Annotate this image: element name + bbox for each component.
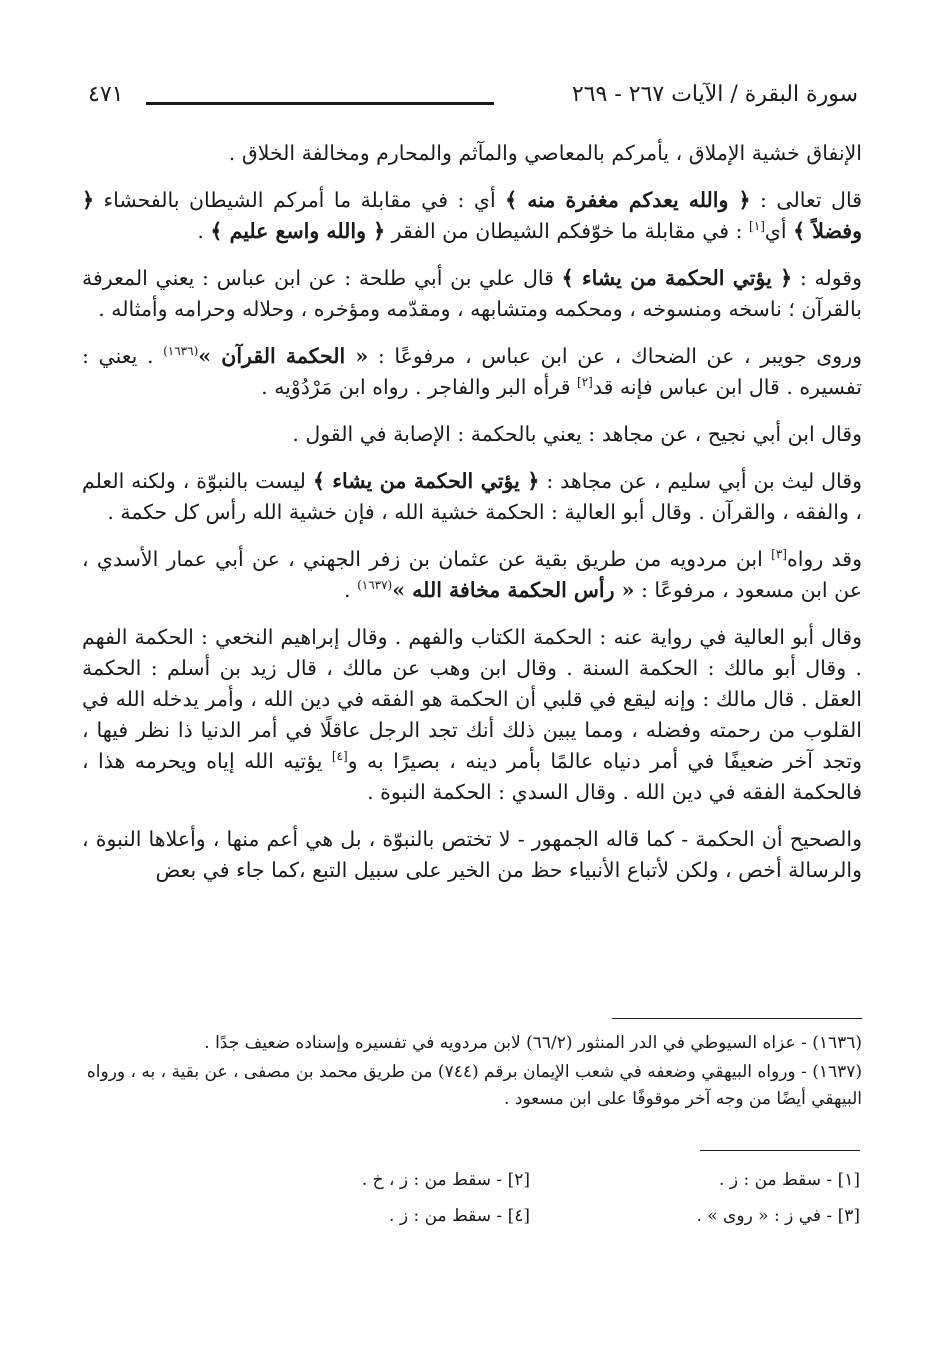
text-segment: وقال أبو العالية في رواية عنه : الحكمة الكتاب والفهم . وقال إبراهيم النخعي : الحكمة الفهم . وقال أبو مالك : الحكمة السنة . وقال ابن وهب عن مالك ، قال زيد بن أسلم : الحكمة العقل . قال مالك : وإنه ليقع في قلبي أن الحكمة هو الفقه في دين الله ، وأمر يدخله الله في القلوب من رحمته وفضله ، ومما يبين ذلك أنك تجد الرجل عاقلًا في أمر الدنيا ذا نظر فيها ، وتجد آخر ضعيفًا في أمر دنياه عالمًا بأمر دينه ، بصيرًا به و	[82, 625, 862, 773]
footnote: (١٦٣٦) - عزاه السيوطي في الدر المنثور (٦٦/٢) لابن مردويه في تفسيره وإسناده ضعيف جدًا .	[204, 1033, 862, 1053]
text-segment: أي : في مقابلة ما أمركم الشيطان بالفحشاء	[94, 188, 506, 212]
text-segment: ابن مردويه من طريق بقية عن عثمان بن زفر الجهني ، عن أبي عمار الأسدي ، عن ابن مسعود ، مرفوعًا :	[82, 547, 862, 602]
quoted-text: ﴿ وفضلاً ﴾	[82, 188, 862, 243]
text-segment: : في مقابلة ما خوّفكم الشيطان من الفقر	[385, 219, 750, 243]
text-segment: وقال ليث بن أبي سليم ، عن مجاهد :	[539, 469, 862, 493]
footnotes	[82, 1030, 862, 1115]
paragraph	[82, 622, 862, 808]
variant-note: [٢] - سقط من : ز ، خ .	[361, 1170, 530, 1190]
text-segment: قال علي بن أبي طلحة : عن ابن عباس : يعني المعرفة بالقرآن ؛ ناسخه ومنسوخه ، ومحكمه ومتشابهه ، ومقدّمه ومؤخره ، وحلاله وحرامه وأمثاله .	[82, 266, 862, 321]
text-segment: الإنفاق خشية الإملاق ، يأمركم بالمعاصي والمآثم والمحارم ومخالفة الخلاق .	[228, 141, 862, 165]
text-segment: وقد رواه	[786, 547, 862, 571]
paragraph	[82, 138, 862, 169]
variant-note: [٣] - في ز : « روى » .	[696, 1206, 860, 1226]
page-header	[88, 82, 858, 116]
variant-note: [١] - سقط من : ز .	[719, 1170, 860, 1190]
text-segment: قال تعالى :	[750, 188, 862, 212]
text-segment: .	[197, 219, 211, 243]
text-segment: وقوله :	[792, 266, 862, 290]
text-segment: .	[344, 578, 358, 602]
text-segment: أي	[764, 219, 794, 243]
text-segment: . يعني : تفسيره . قال ابن عباس فإنه قد	[82, 344, 862, 399]
quoted-text: ﴿ يؤتي الحكمة من يشاء ﴾	[312, 469, 540, 493]
note-marker: (١٦٣٧)	[357, 578, 393, 593]
text-segment: وروى جويبر ، عن الضحاك ، عن ابن عباس ، مرفوعًا :	[368, 344, 863, 368]
textual-variants	[200, 1162, 860, 1234]
running-title: سورة البقرة / الآيات ٢٦٧ - ٢٦٩	[571, 82, 858, 107]
header-rule	[146, 102, 494, 105]
paragraph	[82, 341, 862, 403]
text-segment: ليست بالنبوّة ، ولكنه العلم ، والفقه ، والقرآن . وقال أبو العالية : الحكمة خشية الله ، فإن خشية الله رأس كل حكمة .	[82, 469, 862, 524]
quoted-text: ﴿ يؤتي الحكمة من يشاء ﴾	[561, 266, 793, 290]
paragraph	[82, 263, 862, 325]
note-marker: (١٦٣٦)	[163, 344, 199, 359]
variants-grid	[200, 1162, 860, 1234]
footnote-rule	[612, 1018, 862, 1019]
note-marker: [٣]	[771, 547, 787, 562]
note-marker: [٢]	[577, 375, 593, 390]
paragraph	[82, 544, 862, 606]
quoted-text: ﴿ والله واسع عليم ﴾	[210, 219, 386, 243]
paragraph	[82, 466, 862, 528]
text-segment: قرأه البر والفاجر . رواه ابن مَرْدُوْيه .	[261, 375, 578, 399]
text-segment: والصحيح أن الحكمة - كما قاله الجمهور - لا تختص بالنبوّة ، بل هي أعم منها ، وأعلاها النبوة ، والرسالة أخص ، ولكن لأتباع الأنبياء حظ من الخير على سبيل التبع ،كما جاء في بعض	[82, 827, 862, 882]
note-marker: [١]	[749, 219, 765, 234]
main-text	[82, 138, 862, 902]
text-segment: وقال ابن أبي نجيح ، عن مجاهد : يعني بالحكمة : الإصابة في القول .	[292, 422, 862, 446]
footnote: (١٦٣٧) - ورواه البيهقي وضعفه في شعب الإيمان برقم (٧٤٤) من طريق محمد بن مصفى ، عن بقية ، به ، ورواه البيهقي أيضًا من وجه آخر موقوفًا على ابن مسعود .	[86, 1062, 862, 1109]
quoted-text: ﴿ والله يعدكم مغفرة منه ﴾	[505, 188, 751, 212]
page-number: ٤٧١	[88, 82, 124, 107]
paragraph	[82, 185, 862, 247]
variant-note: [٤] - سقط من : ز .	[389, 1206, 530, 1226]
quoted-text: « الحكمة القرآن »	[198, 344, 369, 368]
paragraph	[82, 824, 862, 886]
quoted-text: « رأس الحكمة مخافة الله »	[392, 578, 635, 602]
variants-rule	[700, 1150, 860, 1151]
text-segment: يؤتيه الله إياه ويحرمه هذا ، فالحكمة الفقه في دين الله . وقال السدي : الحكمة النبوة .	[82, 749, 862, 804]
note-marker: [٤]	[331, 749, 348, 764]
paragraph	[82, 419, 862, 450]
